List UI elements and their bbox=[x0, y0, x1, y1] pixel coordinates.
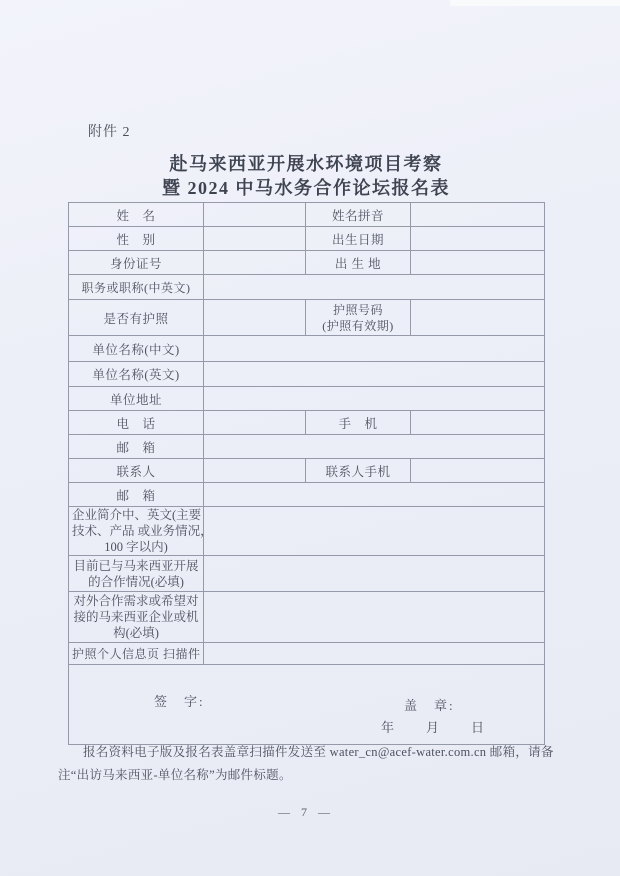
row-position bbox=[69, 275, 545, 300]
row-contact bbox=[69, 459, 545, 483]
pinyin-value-cell bbox=[411, 203, 545, 227]
company-profile-value-cell bbox=[204, 507, 545, 556]
contact-mobile-value-cell bbox=[411, 459, 545, 483]
passport-scan-label-cell: 护照个人信息页 扫描件 bbox=[69, 643, 204, 665]
demand-label-line1: 对外合作需求或希望对 bbox=[73, 594, 199, 608]
id-number-label-cell: 身份证号 bbox=[69, 251, 204, 275]
passport-number-label-line1: 护照号码 bbox=[332, 302, 383, 317]
birthplace-label-cell: 出 生 地 bbox=[306, 251, 411, 275]
org-addr-label-cell: 单位地址 bbox=[69, 387, 204, 411]
contact-value-cell bbox=[204, 459, 306, 483]
mobile-label-cell: 手 机 bbox=[306, 411, 411, 435]
row-org-addr bbox=[69, 387, 545, 411]
row-signature bbox=[69, 665, 545, 745]
row-org-cn bbox=[69, 336, 545, 362]
passport-number-label-cell bbox=[306, 300, 411, 336]
org-addr-value-cell bbox=[204, 387, 545, 411]
row-contact-email bbox=[69, 483, 545, 507]
row-company-profile bbox=[69, 507, 545, 556]
company-profile-label-line3: 100 字以内) bbox=[104, 540, 168, 554]
passport-number-value-cell bbox=[411, 300, 545, 336]
birthdate-value-cell bbox=[411, 227, 545, 251]
form-title bbox=[68, 152, 544, 200]
name-label-cell: 姓 名 bbox=[69, 203, 204, 227]
passport-scan-value-cell bbox=[204, 643, 545, 665]
gender-label-cell: 性 别 bbox=[69, 227, 204, 251]
cooperation-label-cell bbox=[69, 556, 204, 592]
org-en-value-cell bbox=[204, 362, 545, 387]
contact-email-label-cell: 邮 箱 bbox=[69, 483, 204, 507]
demand-label-line2: 接的马来西亚企业或机 bbox=[73, 610, 199, 624]
passport-number-label-line2: (护照有效期) bbox=[322, 318, 394, 333]
row-phone bbox=[69, 411, 545, 435]
position-value-cell bbox=[204, 275, 545, 300]
attachment-label: 附件 2 bbox=[88, 125, 131, 140]
demand-value-cell bbox=[204, 592, 545, 643]
footer-note: 报名资料电子版及报名表盖章扫描件发送至 water_cn@acef-water.com.cn 邮箱，请备注“出访马来西亚-单位名称”为邮件标题。 bbox=[58, 745, 554, 782]
row-org-en bbox=[69, 362, 545, 387]
gender-value-cell bbox=[204, 227, 306, 251]
row-email bbox=[69, 435, 545, 459]
sign-label: 签 字: bbox=[154, 694, 205, 709]
mobile-value-cell bbox=[411, 411, 545, 435]
page-number: — 7 — bbox=[278, 805, 334, 819]
signature-cell bbox=[69, 665, 545, 745]
birthdate-label-cell: 出生日期 bbox=[306, 227, 411, 251]
position-label-cell: 职务或职称(中英文) bbox=[69, 275, 204, 300]
demand-label-line3: 构(必填) bbox=[113, 626, 159, 640]
company-profile-label-cell bbox=[69, 507, 213, 556]
company-profile-label-line2: 技术、产品 或业务情况， bbox=[72, 524, 213, 538]
row-id-number bbox=[69, 251, 545, 275]
contact-email-value-cell bbox=[204, 483, 545, 507]
form-title-line1: 赴马来西亚开展水环境项目考察 bbox=[169, 154, 443, 174]
row-gender bbox=[69, 227, 545, 251]
phone-label-cell: 电 话 bbox=[69, 411, 204, 435]
cooperation-label-line1: 目前已与马来西亚开展 bbox=[73, 558, 199, 573]
row-cooperation bbox=[69, 556, 545, 592]
org-cn-value-cell bbox=[204, 336, 545, 362]
email-value-cell bbox=[204, 435, 545, 459]
name-value-cell bbox=[204, 203, 306, 227]
phone-value-cell bbox=[204, 411, 306, 435]
form-title-line2: 暨 2024 中马水务合作论坛报名表 bbox=[162, 178, 450, 198]
id-number-value-cell bbox=[204, 251, 306, 275]
passport-label-cell: 是否有护照 bbox=[69, 300, 204, 336]
row-demand bbox=[69, 592, 545, 643]
stamp-label: 盖 章: bbox=[404, 698, 455, 713]
contact-mobile-label-cell: 联系人手机 bbox=[306, 459, 411, 483]
org-en-label-cell: 单位名称(英文) bbox=[69, 362, 204, 387]
email-label-cell: 邮 箱 bbox=[69, 435, 204, 459]
row-passport bbox=[69, 300, 545, 336]
row-passport-scan bbox=[69, 643, 545, 665]
cooperation-value-cell bbox=[204, 556, 545, 592]
company-profile-label-line1: 企业简介中、英文(主要 bbox=[72, 508, 202, 522]
registration-form-table bbox=[68, 202, 545, 745]
demand-label-cell bbox=[69, 592, 204, 643]
cooperation-label-line2: 的合作情况(必填) bbox=[88, 574, 184, 589]
row-name bbox=[69, 203, 545, 227]
contact-label-cell: 联系人 bbox=[69, 459, 204, 483]
birthplace-value-cell bbox=[411, 251, 545, 275]
org-cn-label-cell: 单位名称(中文) bbox=[69, 336, 204, 362]
date-label: 年 月 日 bbox=[381, 720, 487, 735]
passport-value-cell bbox=[204, 300, 306, 336]
pinyin-label-cell: 姓名拼音 bbox=[306, 203, 411, 227]
